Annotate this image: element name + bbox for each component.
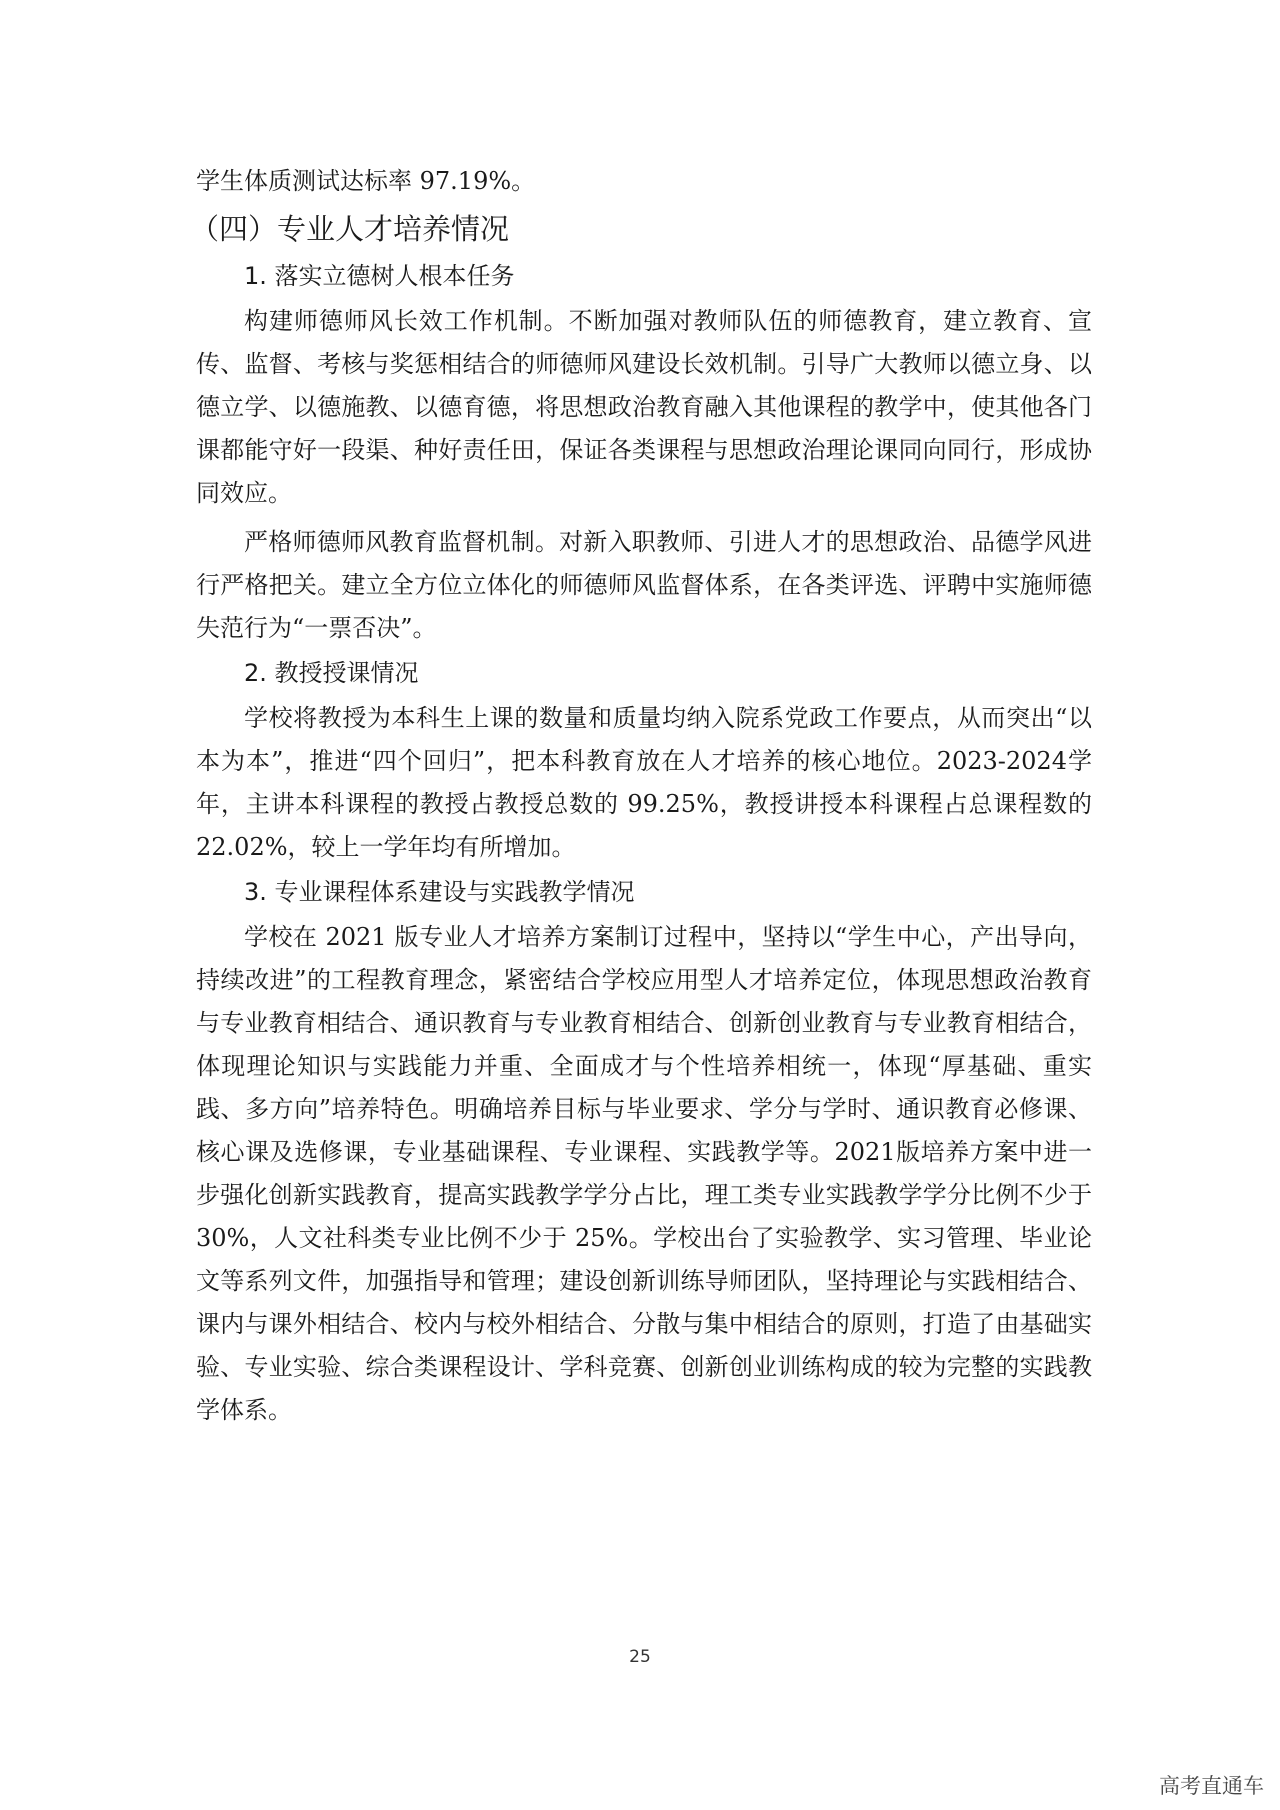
intro-line: 学生体质测试达标率 97.19%。 — [196, 167, 536, 195]
page-number: 25 — [629, 1647, 651, 1667]
paragraph-professor-teaching: 学校将教授为本科生上课的数量和质量均纳入院系党政工作要点，从而突出“以本为本”，推进“四个回归”，把本科教育放在人才培养的核心地位。2023-2024学年，主讲本科课程的教授占教授总数的 99.25%，教授讲授本科课程占总课程数的 22.02%，较上一学年均有所增加。 — [196, 704, 1092, 861]
paragraph-teacher-ethics-mechanism: 构建师德师风长效工作机制。不断加强对教师队伍的师德教育，建立教育、宣传、监督、考核与奖惩相结合的师德师风建设长效机制。引导广大教师以德立身、以德立学、以德施教、以德育德，将思想政治教育融入其他课程的教学中，使其他各门课都能守好一段渠、种好责任田，保证各类课程与思想政治理论课同向同行，形成协同效应。 — [196, 307, 1092, 507]
paragraph-ethics-supervision: 严格师德师风教育监督机制。对新入职教师、引进人才的思想政治、品德学风进行严格把关。建立全方位立体化的师德师风监督体系，在各类评选、评聘中实施师德失范行为“一票否决”。 — [196, 528, 1092, 642]
subsection-heading-1: 1. 落实立德树人根本任务 — [244, 262, 515, 290]
page-content — [190, 160, 1092, 1432]
section-title: （四）专业人才培养情况 — [190, 212, 510, 246]
subsection-heading-2: 2. 教授授课情况 — [244, 659, 419, 687]
paragraph-curriculum-practice: 学校在 2021 版专业人才培养方案制订过程中，坚持以“学生中心，产出导向，持续改进”的工程教育理念，紧密结合学校应用型人才培养定位，体现思想政治教育与专业教育相结合、通识教育与专业教育相结合、创新创业教育与专业教育相结合，体现理论知识与实践能力并重、全面成才与个性培养相统一，体现“厚基础、重实践、多方向”培养特色。明确培养目标与毕业要求、学分与学时、通识教育必修课、核心课及选修课，专业基础课程、专业课程、实践教学等。2021版培养方案中进一步强化创新实践教育，提高实践教学学分占比，理工类专业实践教学学分比例不少于 30%，人文社科类专业比例不少于 25%。学校出台了实验教学、实习管理、毕业论文等系列文件，加强指导和管理；建设创新训练导师团队，坚持理论与实践相结合、课内与课外相结合、校内与校外相结合、分散与集中相结合的原则，打造了由基础实验、专业实验、综合类课程设计、学科竞赛、创新创业训练构成的较为完整的实践教学体系。 — [196, 923, 1092, 1424]
watermark-text: 高考直通车 — [1159, 1774, 1264, 1798]
subsection-heading-3: 3. 专业课程体系建设与实践教学情况 — [244, 878, 635, 906]
